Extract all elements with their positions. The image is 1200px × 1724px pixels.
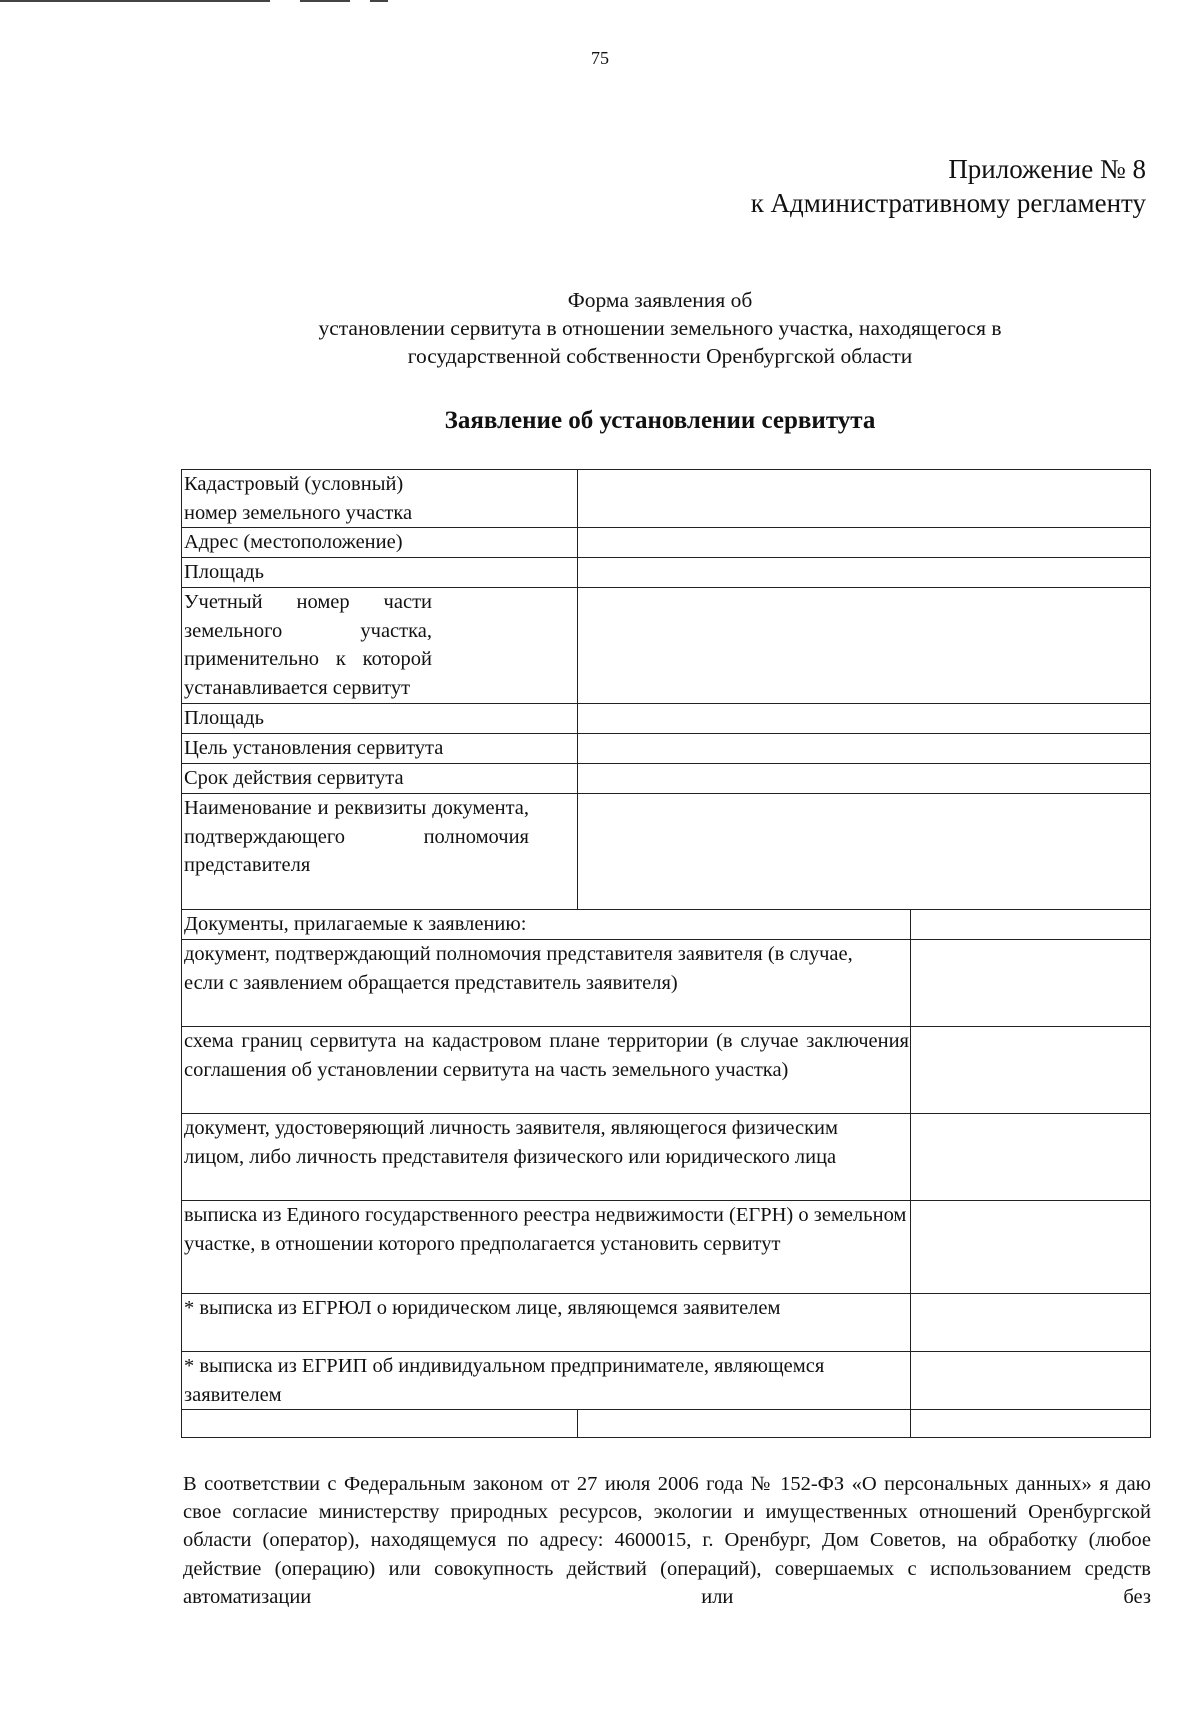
field-value[interactable] [578, 470, 1151, 528]
document-item: документ, подтверждающий полномочия представителя заявителя (в случае, если с заявлением обращается представитель заявителя) [182, 940, 911, 1027]
scan-edge-mark [0, 0, 270, 2]
page-number: 75 [591, 48, 609, 68]
document-checkbox-cell[interactable] [911, 1352, 1151, 1410]
form-heading [220, 286, 1100, 370]
field-label: Срок действия сервитута [182, 764, 578, 794]
table-row [182, 1027, 1151, 1114]
table-row [182, 734, 1151, 764]
documents-header: Документы, прилагаемые к заявлению: [182, 910, 911, 940]
field-label: Цель установления сервитута [182, 734, 578, 764]
scan-edge-mark [300, 0, 350, 2]
appendix-reference: к Административному регламенту [750, 188, 1146, 218]
document-checkbox-cell[interactable] [911, 1201, 1151, 1294]
field-label: Площадь [182, 558, 578, 588]
document-item: выписка из Единого государственного реестра недвижимости (ЕГРН) о земельном участке, в отношении которого предполагается установить сервитут [182, 1201, 911, 1294]
field-label: Наименование и реквизиты документа, подтверждающего полномочия представителя [182, 794, 578, 910]
document-checkbox-cell[interactable] [911, 940, 1151, 1027]
form-heading-line: установлении сервитута в отношении земельного участка, находящегося в [318, 316, 1002, 340]
scan-edge-mark [370, 0, 388, 2]
document-item: * выписка из ЕГРЮЛ о юридическом лице, являющемся заявителем [182, 1294, 911, 1352]
table-row [182, 1201, 1151, 1294]
field-value[interactable] [578, 704, 1151, 734]
appendix-number: Приложение № 8 [948, 154, 1146, 184]
table-row [182, 1114, 1151, 1201]
empty-cell[interactable] [182, 1410, 578, 1438]
table-row [182, 1410, 1151, 1438]
document-checkbox-cell[interactable] [911, 1027, 1151, 1114]
document-checkbox-cell[interactable] [911, 1114, 1151, 1201]
field-label: Кадастровый (условный) номер земельного участка [182, 470, 578, 528]
field-label: Адрес (местоположение) [182, 528, 578, 558]
field-value[interactable] [578, 794, 1151, 910]
field-value[interactable] [578, 764, 1151, 794]
field-value[interactable] [578, 588, 1151, 704]
table-row [182, 704, 1151, 734]
field-value[interactable] [578, 558, 1151, 588]
table-row [182, 940, 1151, 1027]
form-heading-line: государственной собственности Оренбургской области [407, 344, 913, 368]
document-checkbox-cell[interactable] [911, 1294, 1151, 1352]
table-row [182, 470, 1151, 528]
table-row [182, 794, 1151, 910]
consent-paragraph: В соответствии с Федеральным законом от 27 июля 2006 года № 152-ФЗ «О персональных данных» я даю свое согласие министерству природных ресурсов, экологии и имущественных отношений Оренбургской области (оператор), находящемуся по адресу: 4600015, г. Оренбург, Дом Советов, на обработку (любое действие (операцию) или совокупность действий (операций), совершаемых с использованием средств автоматизации или без [183, 1473, 1151, 1608]
field-label: Учетный номер части земельного участка, применительно к которой устанавливается сервитут [182, 588, 578, 704]
field-value[interactable] [578, 528, 1151, 558]
table-row [182, 1294, 1151, 1352]
document-item: * выписка из ЕГРИП об индивидуальном предпринимателе, являющемся заявителем [182, 1352, 911, 1410]
appendix-note [751, 152, 1146, 220]
table-row [182, 588, 1151, 704]
application-form-table [181, 469, 1151, 1438]
form-heading-line: Форма заявления об [567, 288, 753, 312]
table-row [182, 764, 1151, 794]
table-row [182, 910, 1151, 940]
empty-cell[interactable] [911, 1410, 1151, 1438]
page-title: Заявление об установлении сервитута [444, 407, 876, 434]
empty-cell[interactable] [578, 1410, 911, 1438]
document-checkbox-cell[interactable] [911, 910, 1151, 940]
field-label: Площадь [182, 704, 578, 734]
table-row [182, 528, 1151, 558]
table-row [182, 558, 1151, 588]
document-item: документ, удостоверяющий личность заявителя, являющегося физическим лицом, либо личность представителя физического или юридического лица [182, 1114, 911, 1201]
field-value[interactable] [578, 734, 1151, 764]
document-item: схема границ сервитута на кадастровом плане территории (в случае заключения соглашения об установлении сервитута на часть земельного участка) [182, 1027, 911, 1114]
table-row [182, 1352, 1151, 1410]
